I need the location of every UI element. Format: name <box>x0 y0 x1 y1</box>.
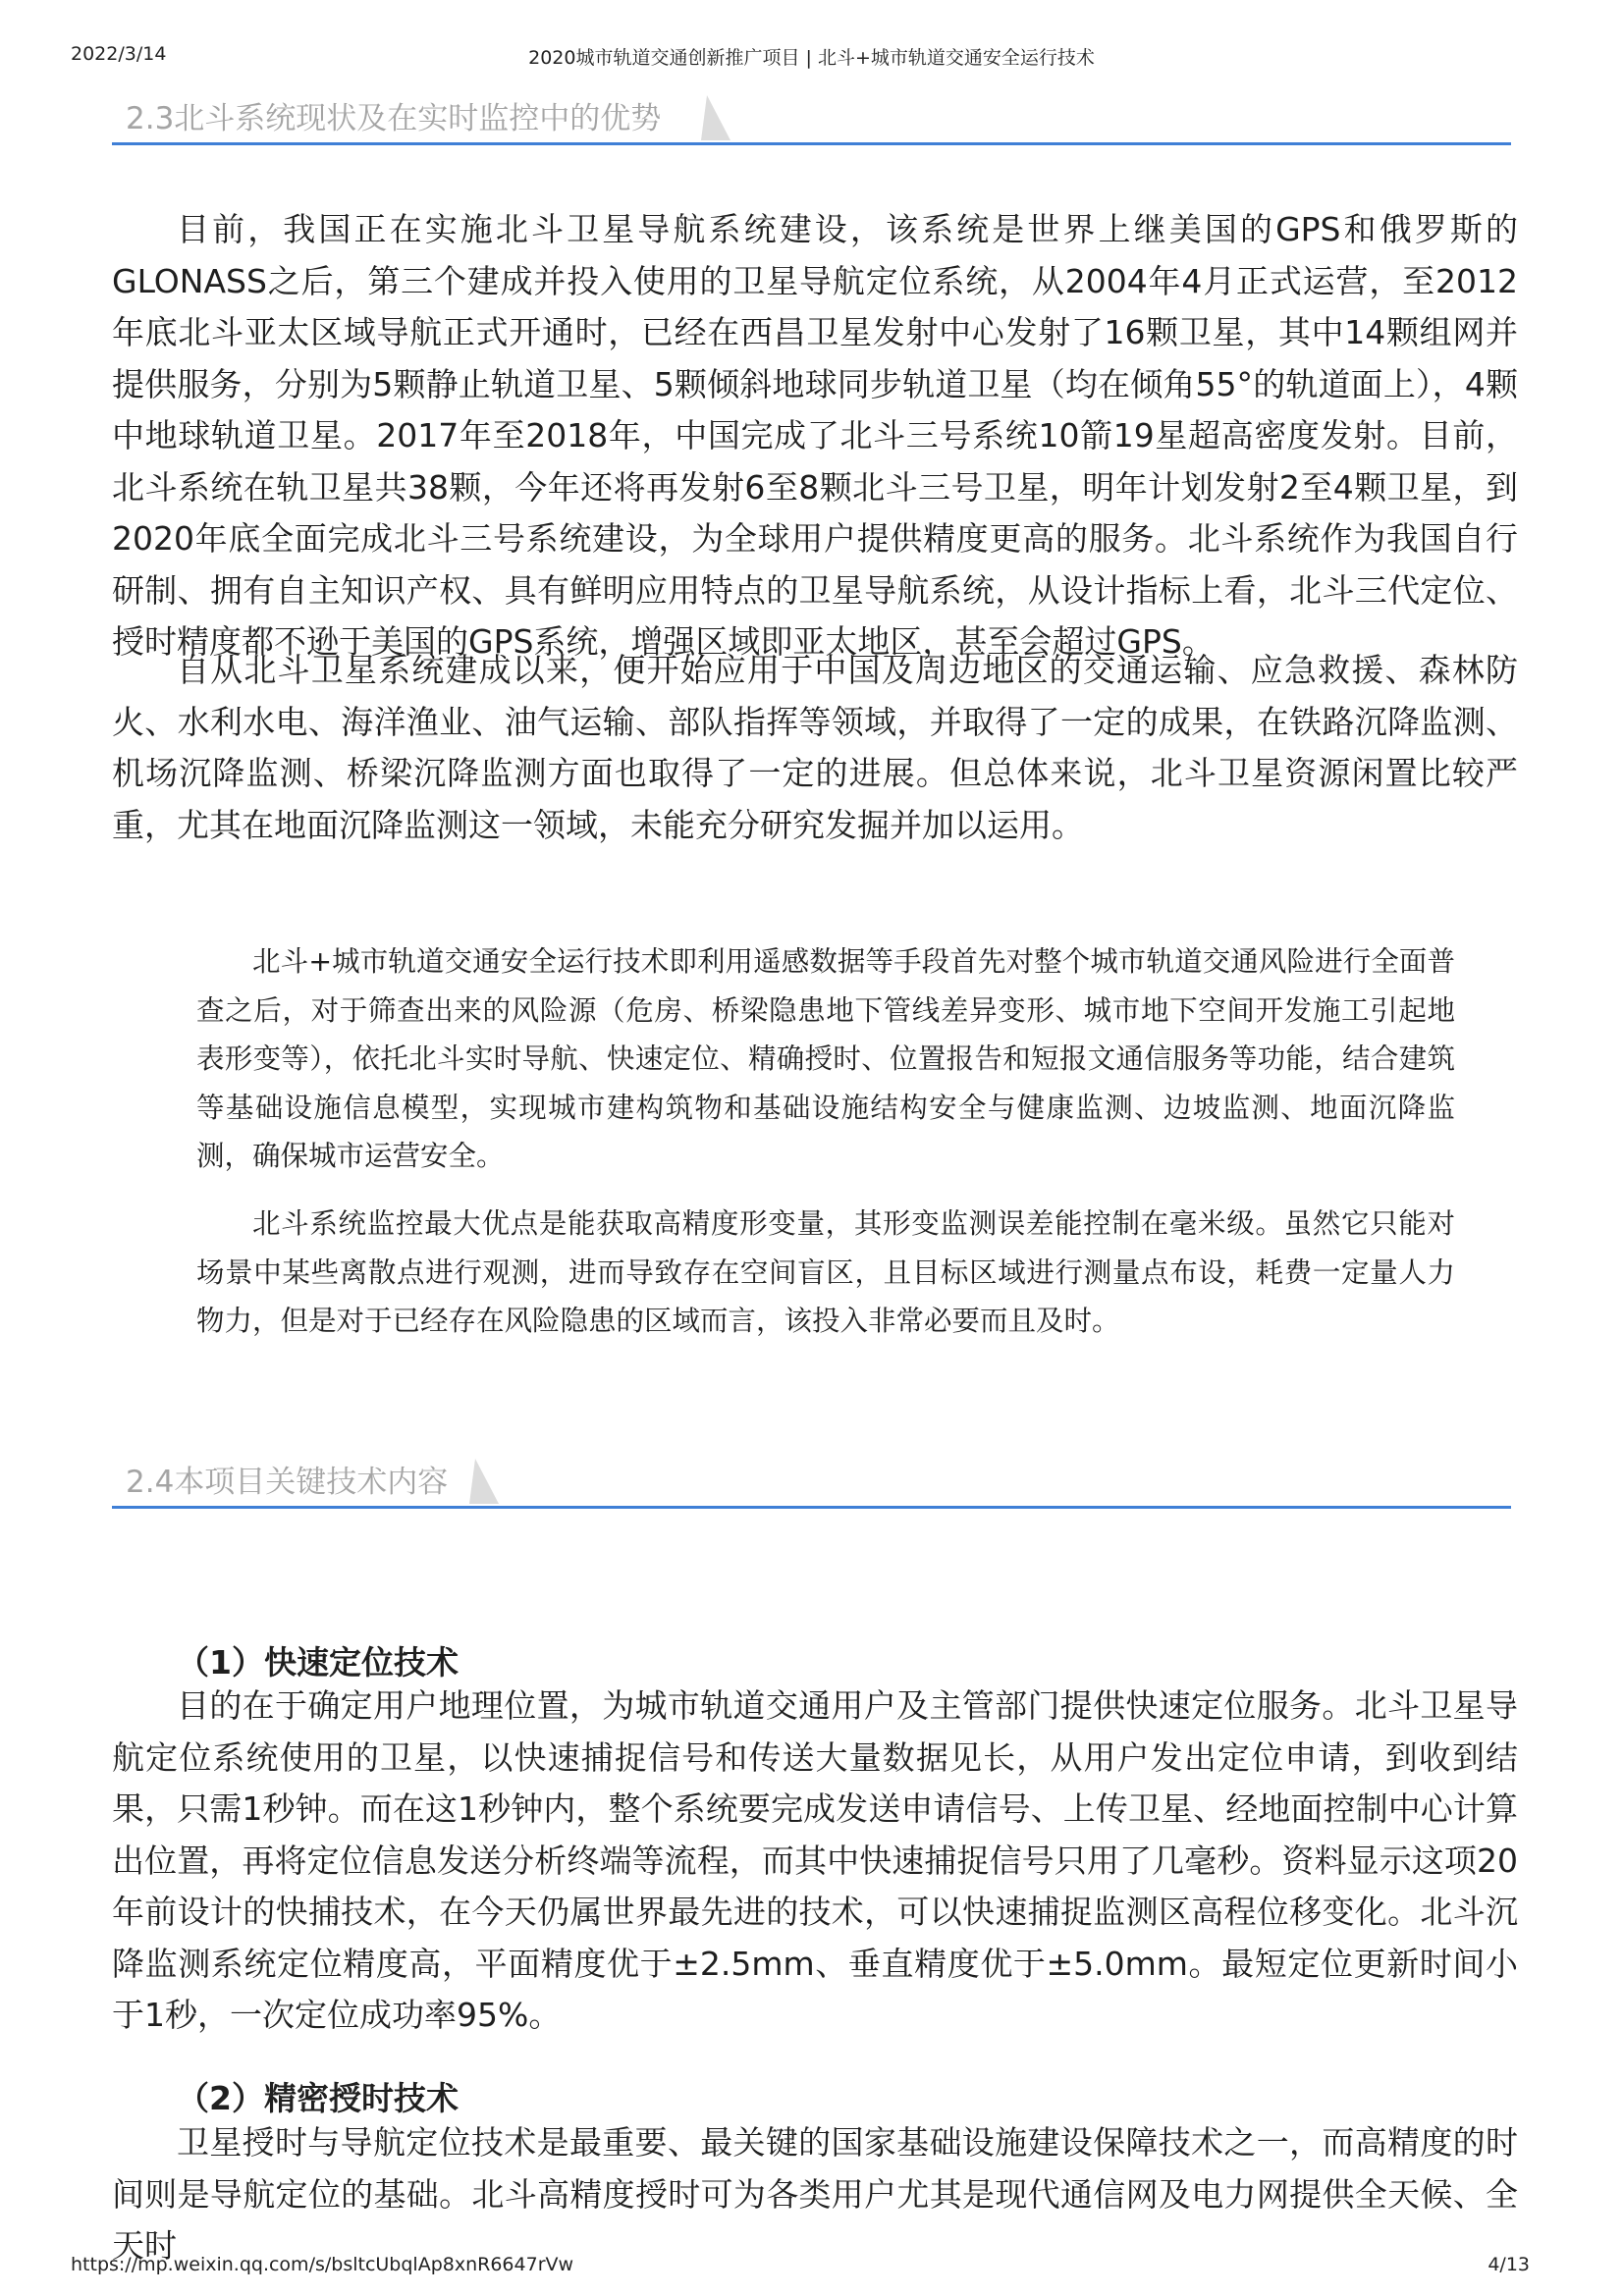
print-date: 2022/3/14 <box>71 43 167 65</box>
section-header-2-4 <box>112 1440 1511 1509</box>
paragraph: 北斗+城市轨道交通安全运行技术即利用遥感数据等手段首先对整个城市轨道交通风险进行全面普查之后，对于筛查出来的风险源（危房、桥梁隐患地下管线差异变形、城市地下空间开发施工引起地表形变等），依托北斗实时导航、快速定位、精确授时、位置报告和短报文通信服务等功能，结合建筑等基础设施信息模型，实现城市建构筑物和基础设施结构安全与健康监测、边坡监测、地面沉降监测，确保城市运营安全。 <box>196 945 1455 1172</box>
subheading: （2）精密授时技术 <box>177 2079 459 2117</box>
section-title-tab-decoration <box>701 95 730 140</box>
section-title: 2.4本项目关键技术内容 <box>126 1465 449 1500</box>
paragraph: 自从北斗卫星系统建成以来，便开始应用于中国及周边地区的交通运输、应急救援、森林防火、水利水电、海洋渔业、油气运输、部队指挥等领域，并取得了一定的成果，在铁路沉降监测、机场沉降监测、桥梁沉降监测方面也取得了一定的进展。但总体来说，北斗卫星资源闲置比较严重，尤其在地面沉降监测这一领域，未能充分研究发掘并加以运用。 <box>112 651 1518 844</box>
section-header-2-3 <box>112 77 1511 145</box>
section-title-tab-decoration <box>469 1459 499 1504</box>
section-divider <box>112 142 1511 145</box>
paragraph: 目前，我国正在实施北斗卫星导航系统建设，该系统是世界上继美国的GPS和俄罗斯的GLONASS之后，第三个建成并投入使用的卫星导航定位系统，从2004年4月正式运营，至2012年底北斗亚太区域导航正式开通时，已经在西昌卫星发射中心发射了16颗卫星，其中14颗组网并提供服务，分别为5颗静止轨道卫星、5颗倾斜地球同步轨道卫星（均在倾角55°的轨道面上），4颗中地球轨道卫星。2017年至2018年，中国完成了北斗三号系统10箭19星超高密度发射。目前，北斗系统在轨卫星共38颗，今年还将再发射6至8颗北斗三号卫星，明年计划发射2至4颗卫星，到2020年底全面完成北斗三号系统建设，为全球用户提供精度更高的服务。北斗系统作为我国自行研制、拥有自主知识产权、具有鲜明应用特点的卫星导航系统，从设计指标上看，北斗三代定位、授时精度都不逊于美国的GPS系统，增强区域即亚太地区，甚至会超过GPS。 <box>112 210 1518 661</box>
subheading: （1）快速定位技术 <box>177 1643 459 1682</box>
paragraph: 北斗系统监控最大优点是能获取高精度形变量，其形变监测误差能控制在毫米级。虽然它只能对场景中某些离散点进行观测，进而导致存在空间盲区，且目标区域进行测量点布设，耗费一定量人力物力，但是对于已经存在风险隐患的区域而言，该投入非常必要而且及时。 <box>196 1207 1455 1337</box>
page-number: 4/13 <box>1488 2254 1530 2275</box>
paragraph: 目的在于确定用户地理位置，为城市轨道交通用户及主管部门提供快速定位服务。北斗卫星导航定位系统使用的卫星，以快速捕捉信号和传送大量数据见长，从用户发出定位申请，到收到结果，只需1秒钟。而在这1秒钟内，整个系统要完成发送申请信号、上传卫星、经地面控制中心计算出位置，再将定位信息发送分析终端等流程，而其中快速捕捉信号只用了几毫秒。资料显示这项20年前设计的快捕技术，在今天仍属世界最先进的技术，可以快速捕捉监测区高程位移变化。北斗沉降监测系统定位精度高，平面精度优于±2.5mm、垂直精度优于±5.0mm。最短定位更新时间小于1秒，一次定位成功率95%。 <box>112 1686 1518 2034</box>
print-url: https://mp.weixin.qq.com/s/bsltcUbqlAp8xnR6647rVw <box>71 2254 574 2275</box>
section-divider <box>112 1506 1511 1509</box>
paragraph: 卫星授时与导航定位技术是最重要、最关键的国家基础设施建设保障技术之一，而高精度的时间则是导航定位的基础。北斗高精度授时可为各类用户尤其是现代通信网及电力网提供全天候、全天时 <box>112 2123 1518 2265</box>
section-title: 2.3北斗系统现状及在实时监控中的优势 <box>126 101 662 136</box>
print-page-title: 2020城市轨道交通创新推广项目 | 北斗+城市轨道交通安全运行技术 <box>528 47 1095 69</box>
